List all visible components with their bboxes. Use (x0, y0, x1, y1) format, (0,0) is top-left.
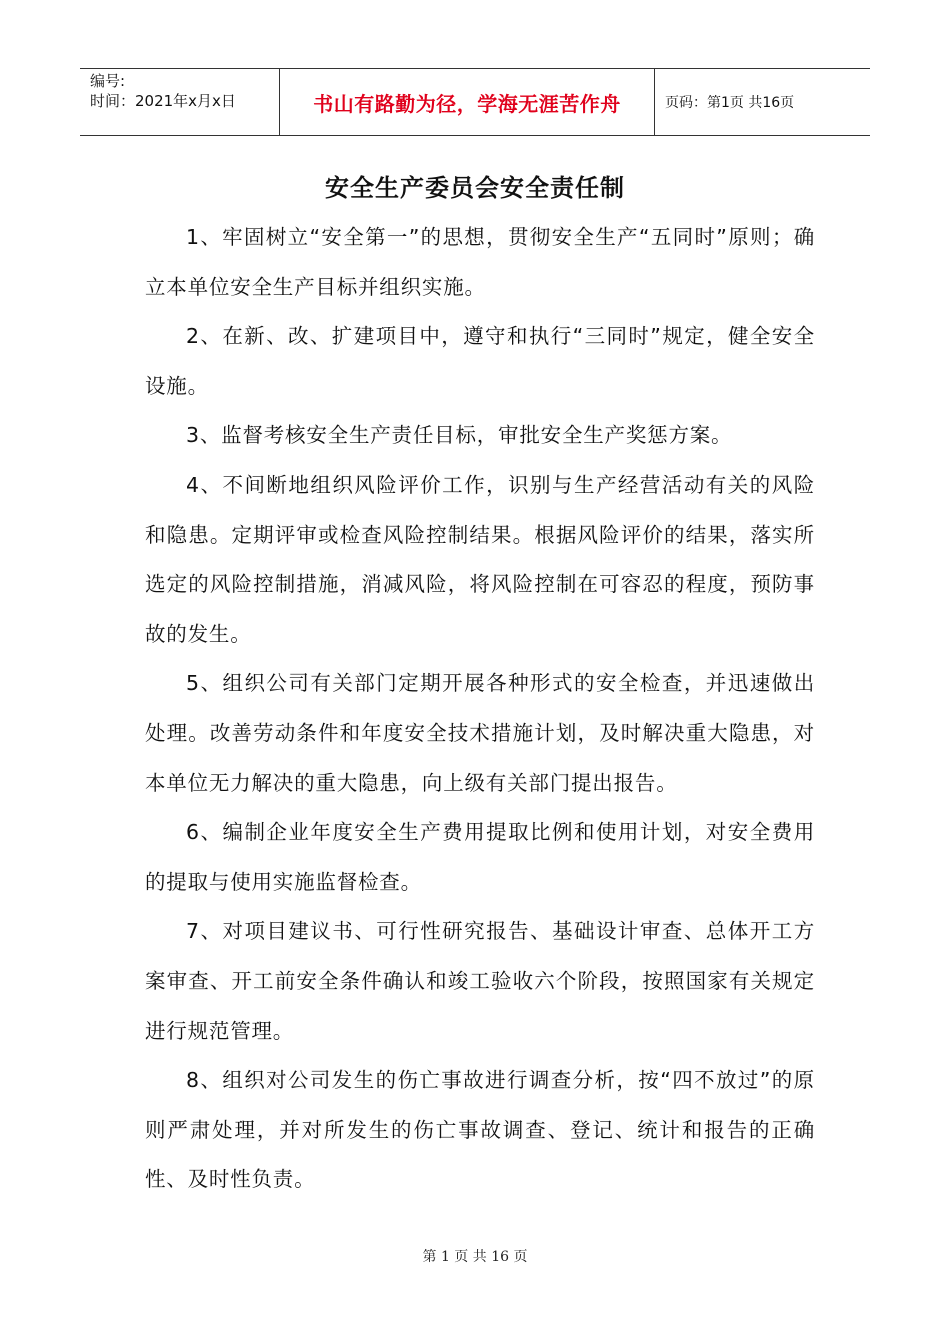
paragraph: 3、监督考核安全生产责任目标，审批安全生产奖惩方案。 (186, 423, 733, 448)
paragraph: 7、对项目建议书、可行性研究报告、基础设计审查、总体开工方案审查、开工前安全条件确认和竣工验收六个阶段，按照国家有关规定进行规范管理。 (145, 919, 815, 1043)
header-meta (80, 69, 279, 135)
page-footer: 第 1 页 共 16 页 (422, 1249, 528, 1265)
header-slogan: 书山有路勤为径，学海无涯苦作舟 (279, 69, 655, 135)
document-title: 安全生产委员会安全责任制 (325, 174, 625, 202)
paragraph: 4、不间断地组织风险评价工作，识别与生产经营活动有关的风险和隐患。定期评审或检查风险控制结果。根据风险评价的结果，落实所选定的风险控制措施，消减风险，将风险控制在可容忍的程度，预防事故的发生。 (145, 472, 815, 646)
paragraph: 1、牢固树立“安全第一”的思想，贯彻安全生产“五同时”原则；确立本单位安全生产目标并组织实施。 (145, 225, 815, 299)
paragraph: 2、在新、改、扩建项目中，遵守和执行“三同时”规定，健全安全设施。 (145, 324, 815, 398)
paragraph: 6、编制企业年度安全生产费用提取比例和使用计划，对安全费用的提取与使用实施监督检查。 (145, 820, 815, 894)
document-body (145, 213, 815, 1205)
paragraph: 8、组织对公司发生的伤亡事故进行调查分析，按“四不放过”的原则严肃处理，并对所发生的伤亡事故调查、登记、统计和报告的正确性、及时性负责。 (145, 1068, 815, 1192)
page-header (80, 68, 870, 136)
header-number-label: 编号: (90, 72, 126, 90)
header-page-info: 页码：第1页 共16页 (665, 95, 795, 111)
header-time-label: 时间：2021年x月x日 (90, 92, 236, 110)
paragraph: 5、组织公司有关部门定期开展各种形式的安全检查，并迅速做出处理。改善劳动条件和年度安全技术措施计划，及时解决重大隐患，对本单位无力解决的重大隐患，向上级有关部门提出报告。 (145, 671, 815, 795)
